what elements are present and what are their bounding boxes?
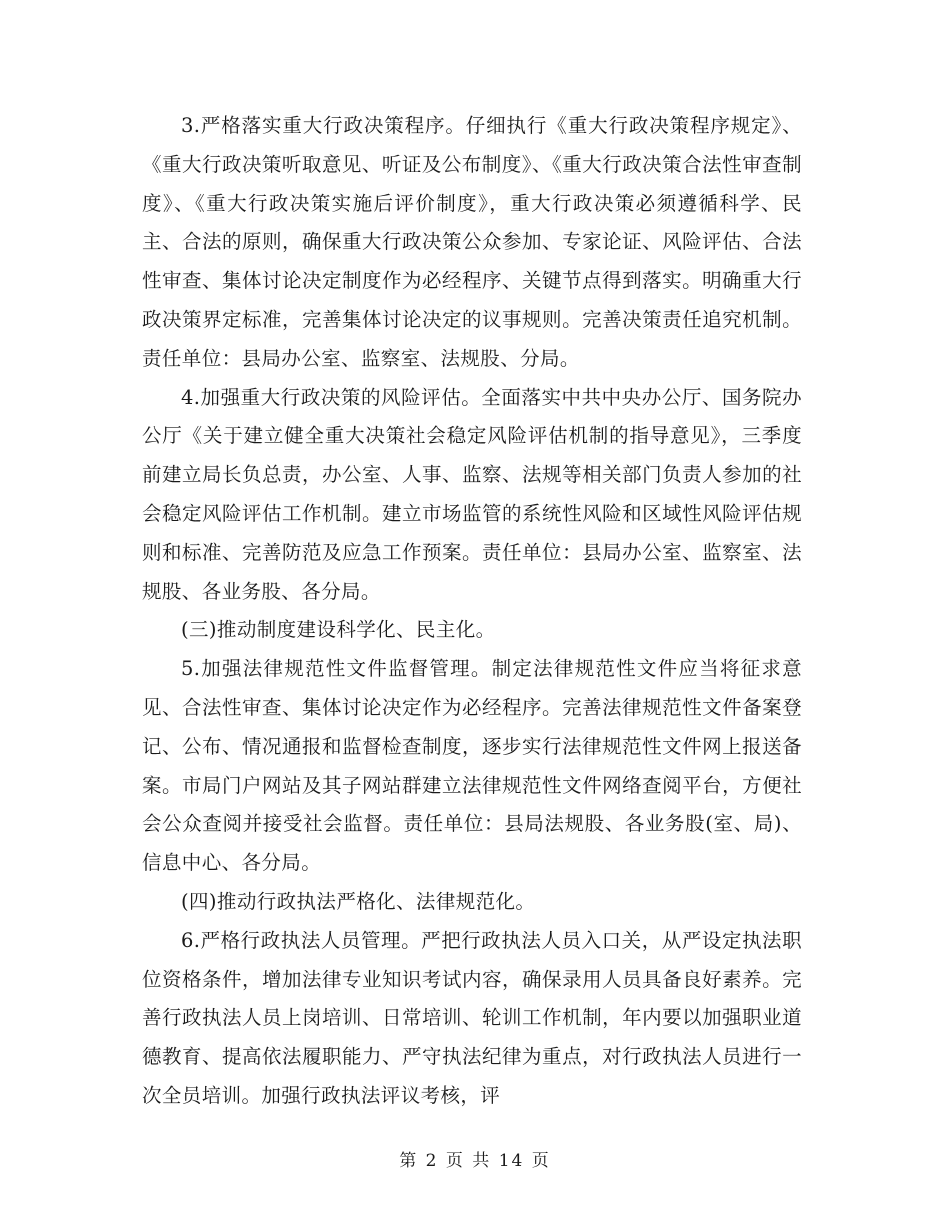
paragraph-item-6: 6.严格行政执法人员管理。严把行政执法人员入口关，从严设定执法职位资格条件，增加法律专业知识考试内容，确保录用人员具备良好素养。完善行政执法人员上岗培训、日常培训、轮训工作机制，年内要以加强职业道德教育、提高依法履职能力、严守执法纪律为重点，对行政执法人员进行一次全员培训。加强行政执法评议考核，评: [142, 928, 802, 1107]
paragraph-item-3: 3.严格落实重大行政决策程序。仔细执行《重大行政决策程序规定》、《重大行政决策听取意见、听证及公布制度》、《重大行政决策合法性审查制度》、《重大行政决策实施后评价制度》，重大行政决策必须遵循科学、民主、合法的原则，确保重大行政决策公众参加、专家论证、风险评估、合法性审查、集体讨论决定制度作为必经程序、关键节点得到落实。明确重大行政决策界定标准，完善集体讨论决定的议事规则。完善决策责任追究机制。责任单位：县局办公室、监察室、法规股、分局。: [142, 114, 802, 370]
paragraph-item-4: 4.加强重大行政决策的风险评估。全面落实中共中央办公厅、国务院办公厅《关于建立健全重大决策社会稳定风险评估机制的指导意见》，三季度前建立局长负总责，办公室、人事、监察、法规等相关部门负责人参加的社会稳定风险评估工作机制。建立市场监管的系统性风险和区域性风险评估规则和标准、完善防范及应急工作预案。责任单位：县局办公室、监察室、法规股、各业务股、各分局。: [142, 385, 802, 603]
document-body: [142, 107, 802, 1116]
section-heading-3: (三)推动制度建设科学化、民主化。: [181, 618, 496, 642]
paragraph-item-5: 5.加强法律规范性文件监督管理。制定法律规范性文件应当将征求意见、合法性审查、集体讨论决定作为必经程序。完善法律规范性文件备案登记、公布、情况通报和监督检查制度，逐步实行法律规范性文件网上报送备案。市局门户网站及其子网站群建立法律规范性文件网络查阅平台，方便社会公众查阅并接受社会监督。责任单位：县局法规股、各业务股(室、局)、信息中心、各分局。: [142, 657, 802, 875]
page-footer: 第 2 页 共 14 页: [399, 1151, 551, 1171]
section-heading-4: (四)推动行政执法严格化、法律规范化。: [181, 889, 536, 913]
